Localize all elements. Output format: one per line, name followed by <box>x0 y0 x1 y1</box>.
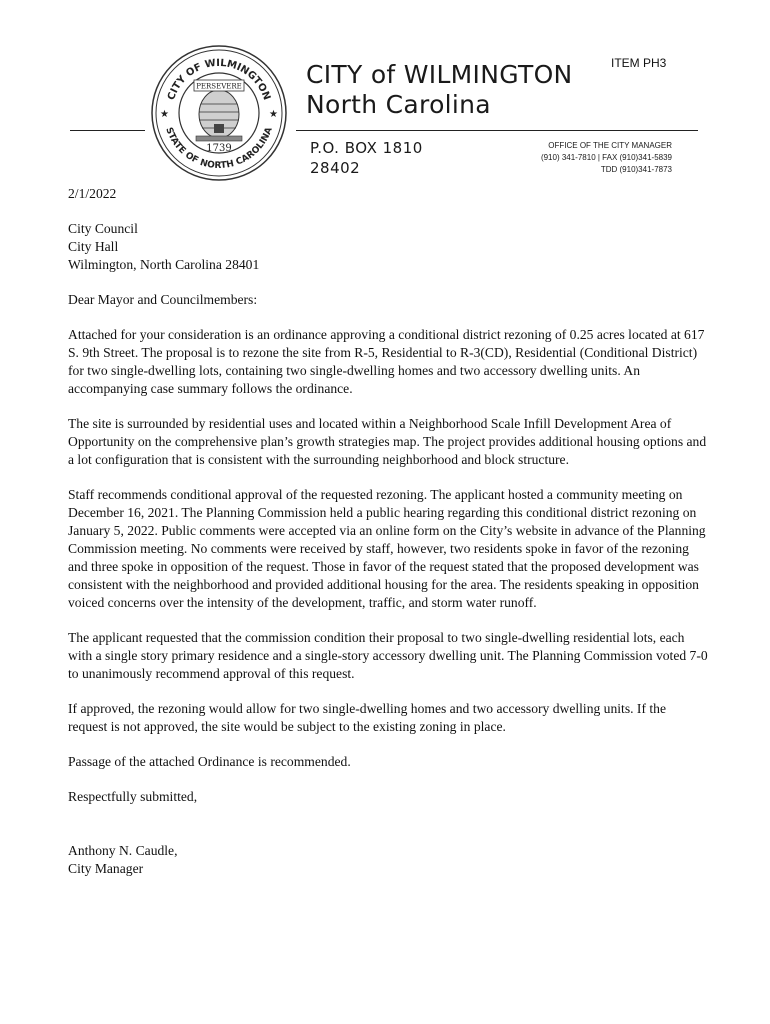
header-rule-right <box>296 130 698 131</box>
signer-name: Anthony N. Caudle, <box>68 843 178 858</box>
paragraph: Attached for your consideration is an ordinance approving a conditional district rezoning of 0.25 acres located at 617 S. 9th Street. The proposal is to rezone the site from R-5, Residential to R-3(CD), Residential (Conditional District) for two single-dwelling lots, containing two single-dwelling homes and two accessory dwelling units. An accompanying case summary follows the ordinance. <box>68 327 705 396</box>
svg-text:CITY OF WILMINGTON: CITY OF WILMINGTON <box>165 57 273 102</box>
office-tdd: TDD (910)341-7873 <box>600 165 672 174</box>
letter-date: 2/1/2022 <box>68 186 117 201</box>
po-box: P.O. BOX 1810 <box>310 139 423 157</box>
svg-text:★: ★ <box>160 109 169 120</box>
svg-text:1739: 1739 <box>206 143 232 154</box>
city-name-line2: North Carolina <box>306 90 491 119</box>
recipient-line: Wilmington, North Carolina 28401 <box>68 257 260 272</box>
signer-title: City Manager <box>68 861 144 876</box>
svg-text:STATE OF NORTH CAROLINA: STATE OF NORTH CAROLINA <box>163 126 275 172</box>
office-contact <box>452 140 672 176</box>
signature-block <box>68 842 708 878</box>
zip-code: 28402 <box>310 159 361 177</box>
paragraph: Passage of the attached Ordinance is recommended. <box>68 754 351 769</box>
paragraph: If approved, the rezoning would allow for two single-dwelling homes and two accessory dwelling units. If the request is not approved, the site would be subject to the existing zoning in place. <box>68 701 666 734</box>
recipient-address <box>68 220 708 274</box>
closing: Respectfully submitted, <box>68 789 198 804</box>
paragraph: The applicant requested that the commission condition their proposal to two single-dwelling residential lots, each with a single story primary residence and a single-story accessory dwelling unit. The Planning Commission voted 7-0 to unanimously recommend approval of this request. <box>68 630 708 681</box>
office-title: OFFICE OF THE CITY MANAGER <box>548 141 672 150</box>
svg-text:★: ★ <box>269 109 278 120</box>
item-label: ITEM PH3 <box>611 56 667 70</box>
paragraph: Staff recommends conditional approval of the requested rezoning. The applicant hosted a community meeting on December 16, 2021. The Planning Commission held a public hearing regarding this conditional district rezoning on January 5, 2022. Public comments were accepted via an online form on the City’s website in advance of the Planning Commission meeting. No comments were received by staff, however, two residents spoke in favor of the rezoning and three spoke in opposition of the request. Those in favor of the request stated that the proposed development was consistent with the neighborhood and provided additional housing for the area. The residents speaking in opposition voiced concerns over the intensity of the development, traffic, and storm water runoff. <box>68 487 706 610</box>
city-name <box>306 60 573 120</box>
paragraph: The site is surrounded by residential uses and located within a Neighborhood Scale Infill Development Area of Opportunity on the comprehensive plan’s growth strategies map. The project provides additional housing options and a lot configuration that is consistent with the surrounding neighborhood and block structure. <box>68 416 707 467</box>
salutation: Dear Mayor and Councilmembers: <box>68 292 258 307</box>
letter-body <box>68 185 708 878</box>
recipient-line: City Council <box>68 221 138 236</box>
city-seal-logo <box>150 44 288 182</box>
office-phone: (910) 341-7810 | FAX (910)341-5839 <box>540 153 672 162</box>
recipient-line: City Hall <box>68 239 119 254</box>
city-name-line1: CITY of WILMINGTON <box>306 60 573 89</box>
svg-text:PERSEVERE: PERSEVERE <box>196 82 242 91</box>
mailing-address <box>310 138 423 178</box>
header-rule-left <box>70 130 145 131</box>
